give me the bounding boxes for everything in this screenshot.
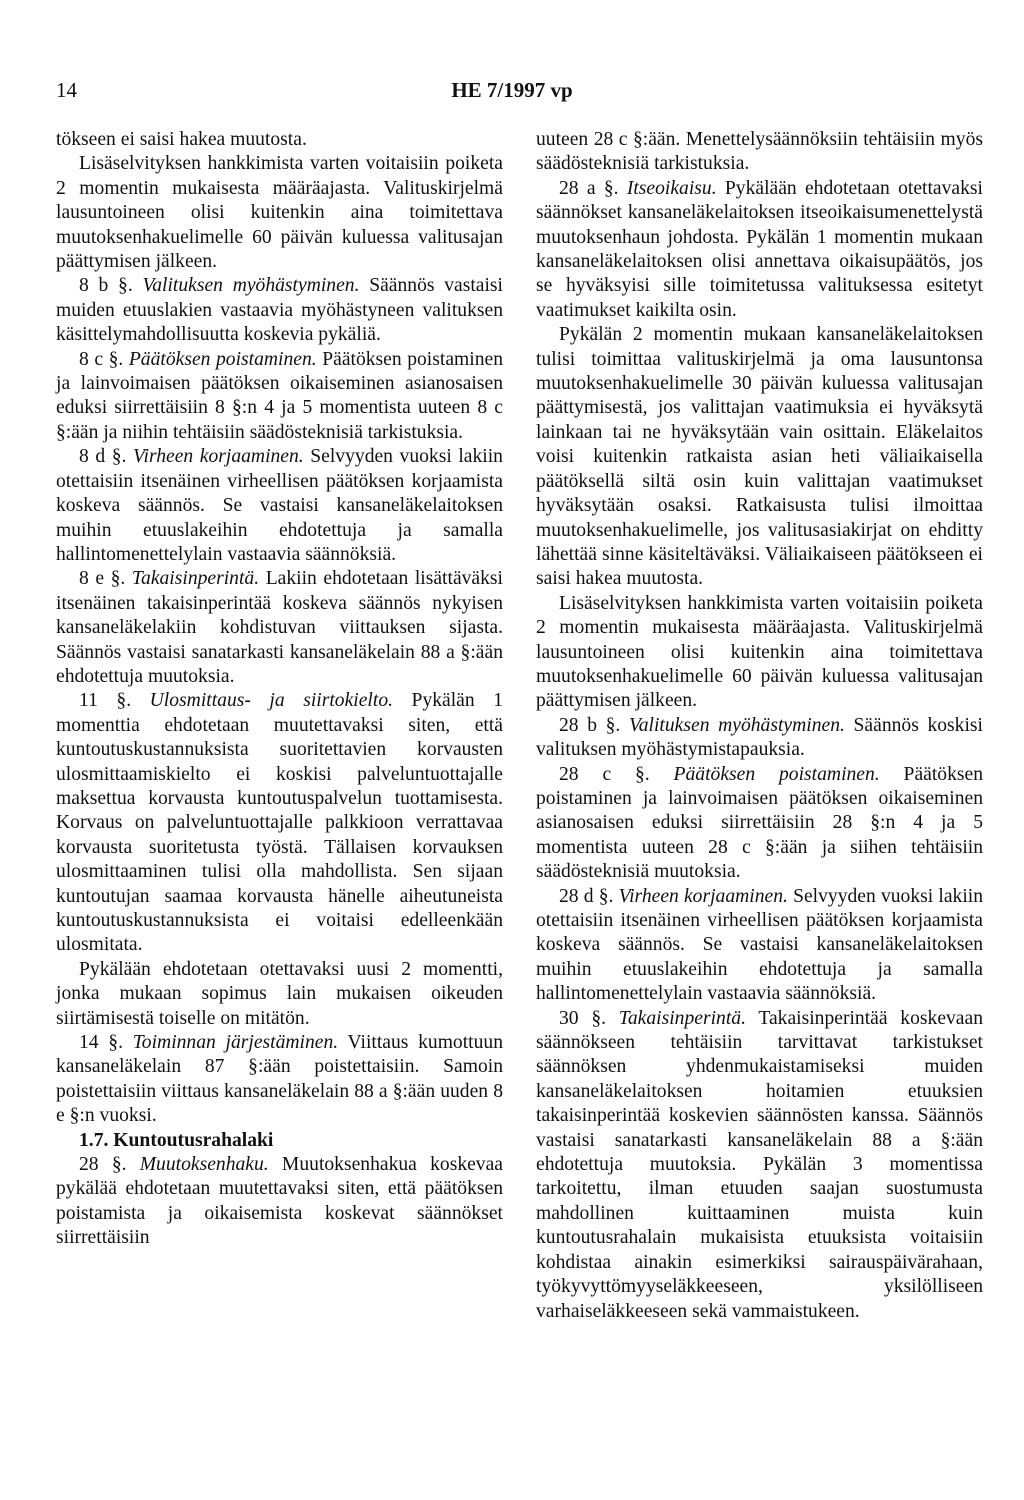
paragraph: Lisäselvityksen hankkimista varten voitaisiin poiketa 2 momentin mukaisesta määräajasta. Valituskirjelmä lausuntoineen olisi kuitenkin aina toimitettava muutoksenhakuelimelle 60 päivän kuluessa valitusajan päättymisen jälkeen. — [536, 592, 983, 712]
section-paragraph — [56, 445, 503, 567]
section-number: 11 §. — [79, 690, 132, 712]
page-header — [56, 78, 968, 110]
section-text: Päätöksen poistaminen ja lainvoimaisen päätöksen oikaiseminen asianosaisen eduksi siirrettäisiin 8 §:n 4 ja 5 momentista uuteen 8 c §:ään ja niihin tehtäisiin säädösteknisiä tarkistuksia. — [56, 348, 503, 443]
section-title: Päätöksen poistaminen. — [128, 348, 317, 370]
section-text: Selvyyden vuoksi lakiin otettaisiin itsenäinen virheellisen päätöksen korjaamista koskeva säännös. Se vastaisi kansaneläkelaitoksen muihin etuuslakeihin ehdotettuja ja samalla hallintomenettelylain vastaavia säännöksiä. — [536, 885, 984, 1005]
section-paragraph — [536, 714, 983, 763]
section-title: Takaisinperintä. — [618, 1007, 746, 1029]
section-paragraph — [56, 1153, 503, 1251]
paragraph-continuation: tökseen ei saisi hakea muutosta. — [56, 129, 307, 150]
section-paragraph — [56, 689, 503, 957]
section-number: 8 d §. — [79, 446, 127, 468]
section-title: Takaisinperintä. — [131, 568, 260, 590]
section-number: 14 §. — [79, 1032, 123, 1054]
section-paragraph — [56, 567, 503, 689]
section-number: 8 e §. — [79, 568, 126, 590]
section-title: Valituksen myöhästyminen. — [142, 275, 360, 297]
section-title: Muutoksenhaku. — [139, 1154, 269, 1176]
section-paragraph — [56, 348, 503, 446]
running-title: HE 7/1997 vp — [451, 78, 573, 102]
section-title: Päätöksen poistaminen. — [673, 763, 880, 785]
section-paragraph — [56, 1031, 503, 1129]
section-paragraph — [536, 1007, 983, 1324]
section-paragraph — [56, 274, 503, 347]
paragraph: Lisäselvityksen hankkimista varten voitaisiin poiketa 2 momentin mukaisesta määräajasta. Valituskirjelmä lausuntoineen olisi kuitenkin aina toimitettava muutoksenhakuelimelle 60 päivän kuluessa valitusajan päättymisen jälkeen. — [56, 153, 503, 273]
section-number: 28 a §. — [559, 177, 619, 199]
page-number: 14 — [56, 78, 77, 102]
section-number: 30 §. — [559, 1007, 607, 1029]
section-title: Valituksen myöhästyminen. — [628, 714, 845, 736]
section-text: Selvyyden vuoksi lakiin otettaisiin itsenäinen virheellisen päätöksen korjaamista koskeva säännös. Se vastaisi kansaneläkelaitoksen muihin etuuslakeihin ehdotettuja ja samalla hallintomenettelylain vastaavia säännöksiä. — [56, 446, 503, 565]
section-text: Säännös vastaisi muiden etuuslakien vastaavia myöhästyneen valituksen käsittelymahdollisuutta koskevia pykäliä. — [56, 275, 503, 346]
section-title: Virheen korjaaminen. — [132, 446, 304, 468]
section-text: Päätöksen poistaminen ja lainvoimaisen päätöksen oikaiseminen asianosaisen eduksi siirrettäisiin 28 §:n 4 ja 5 momentista uuteen 28 c §:ään ja siihen tehtäisiin säädösteknisiä muutoksia. — [536, 763, 983, 883]
section-paragraph — [536, 885, 983, 1007]
section-title: Itseoikaisu. — [626, 177, 717, 199]
section-title: Virheen korjaaminen. — [618, 885, 788, 907]
section-text: Pykälän 1 momenttia ehdotetaan muutettavaksi siten, että kuntoutuskustannuksista suoritettavien korvausten ulosmittaamiskielto ei koskisi palveluntuottajalle maksettua korvausta kuntoutuspalvelun tuottamisesta. Korvaus on palveluntuottajalle palkkioon verrattavaa korvausta suoritetusta työstä. Tällaisen korvauksen ulosmittaaminen tulisi olla mahdollista. Sen sijaan kuntoutujan saamaa korvausta hänelle aiheutuneista kuntoutuskustannuksista ei voitaisi edelleenkään ulosmitata. — [56, 690, 504, 956]
right-column — [536, 128, 983, 1324]
section-text: Takaisinperintää koskevaan säännökseen tehtäisiin tarvittavat tarkistukset säännöksen yhdenmukaistamiseksi muiden kansaneläkelaitoksen hoitamien etuuksien takaisinperintää koskevien säännösten kanssa. Säännös vastaisi sanatarkasti kansaneläkelain 88 a §:ään ehdotettuja muutoksia. Pykälän 3 momentissa tarkoitettu, ilman etuuden saajan suostumusta mahdollinen kuittaaminen muista kuin kuntoutusrahalain mukaisista etuuksista voitaisiin kohdistaa ainakin esimerkiksi sairauspäivärahaan, työkyvyttömyyseläkkeeseen, yksilölliseen varhaiseläkkeeseen sekä vammaistukeen. — [536, 1007, 984, 1322]
section-number: 8 c §. — [79, 348, 124, 370]
section-paragraph — [536, 763, 983, 885]
section-number: 8 b §. — [79, 275, 133, 297]
section-title: Ulosmittaus- ja siirtokielto. — [149, 690, 394, 712]
section-number: 28 c §. — [559, 763, 650, 785]
section-heading: 1.7. Kuntoutusrahalaki — [79, 1129, 274, 1151]
section-number: 28 d §. — [559, 885, 614, 907]
section-text: Säännös koskisi valituksen myöhästymistapauksia. — [536, 714, 983, 761]
section-number: 28 §. — [79, 1154, 127, 1176]
paragraph: Pykälän 2 momentin mukaan kansaneläkelaitoksen tulisi toimittaa valituskirjelmä ja oma lausuntonsa muutoksenhakuelimelle 30 päivän kuluessa valitusajan päättymisestä, jos valittajan vaatimuksia ei hyväksytä lainkaan tai ne hyväksytään vain osittain. Eläkelaitos voisi kuitenkin ratkaista asian heti väliaikaisella päätöksellä siltä osin kuin valittajan vaatimukset hyväksytään osaksi. Ratkaisusta tulisi ilmoittaa muutoksenhakuelimelle, jos valitusasiakirjat on ehditty lähettää sinne käsiteltäväksi. Väliaikaiseen päätökseen ei saisi hakea muutosta. — [536, 324, 983, 590]
section-text: Pykälään ehdotetaan otettavaksi säännökset kansaneläkelaitoksen itseoikaisumenettelystä muutoksenhaun johdosta. Pykälän 1 momentin mukaan kansaneläkelaitoksen olisi annettava oikaisupäätös, jos se hyväksyisi sille toimitetussa valituksessa esitetyt vaatimukset kaikilta osin. — [536, 177, 983, 321]
section-text: Viittaus kumottuun kansaneläkelain 87 §:ään poistettaisiin. Samoin poistettaisiin viittaus kansaneläkelain 88 a §:ään uuden 8 e §:n vuoksi. — [56, 1032, 504, 1127]
paragraph-continuation: uuteen 28 c §:ään. Menettelysäännöksiin tehtäisiin myös säädösteknisiä tarkistuksia. — [536, 129, 983, 175]
section-title: Toiminnan järjestäminen. — [132, 1032, 339, 1054]
section-paragraph — [536, 177, 983, 323]
paragraph: Pykälään ehdotetaan otettavaksi uusi 2 momentti, jonka mukaan sopimus lain mukaisen oikeuden siirtämisestä toiselle on mitätön. — [56, 958, 503, 1029]
section-number: 28 b §. — [559, 714, 621, 736]
left-column — [56, 128, 503, 1251]
section-text: Muutoksenhakua koskevaa pykälää ehdotetaan muutettavaksi siten, että päätöksen poistamista ja oikaisemista koskevat säännökset siirrettäisiin — [56, 1154, 503, 1249]
section-text: Lakiin ehdotetaan lisättäväksi itsenäinen takaisinperintää koskeva säännös nykyisen kansaneläkelakiin kohdistuvan viittauksen sijasta. Säännös vastaisi sanatarkasti kansaneläkelain 88 a §:ään ehdotettuja muutoksia. — [56, 568, 503, 687]
